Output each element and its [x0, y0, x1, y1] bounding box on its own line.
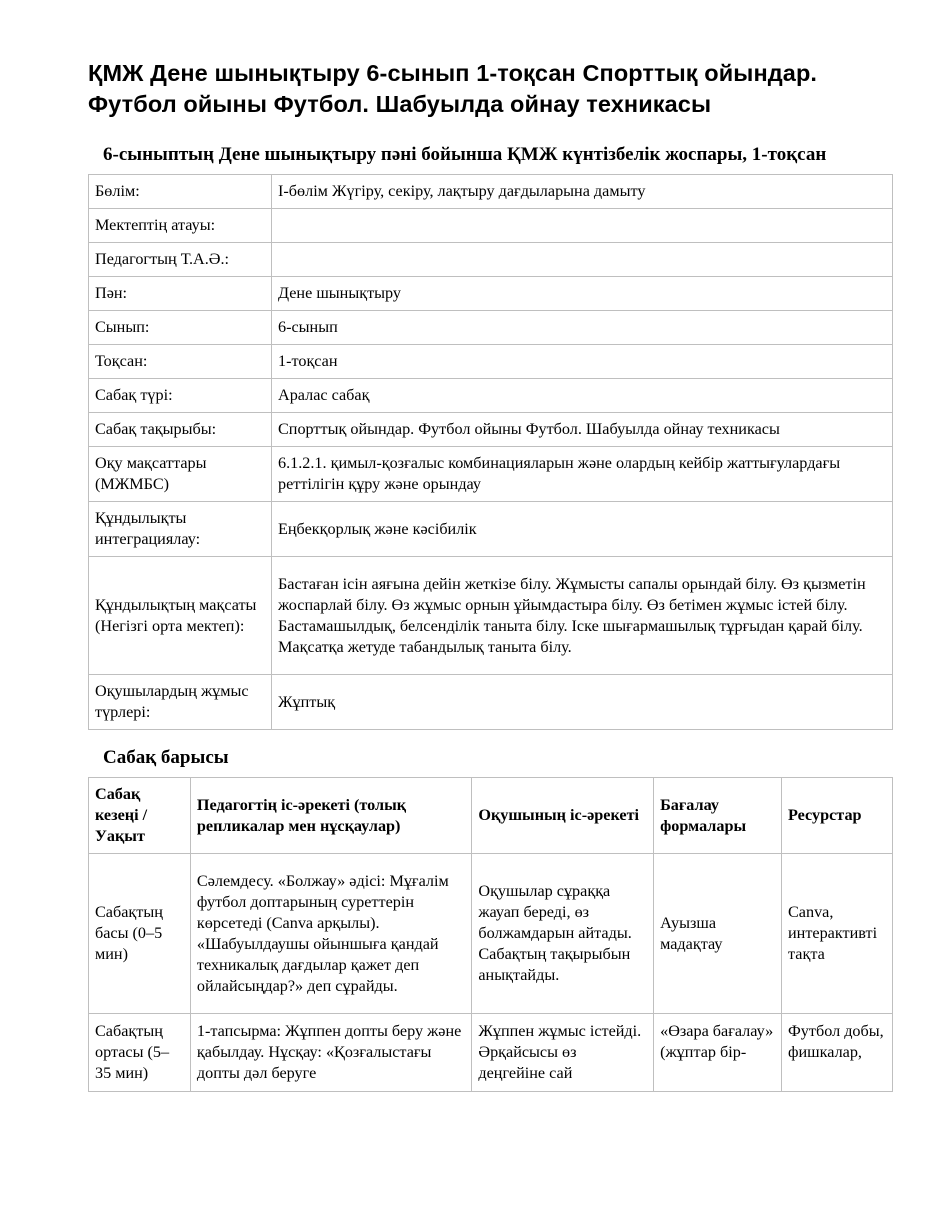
info-label: Сабақ түрі: [89, 379, 272, 413]
assessment-cell: Ауызша мадақтау [654, 854, 782, 1014]
info-value: Дене шынықтыру [272, 277, 893, 311]
column-header-student: Оқушының іс-әрекеті [472, 778, 654, 854]
info-row [89, 209, 893, 243]
info-value [272, 243, 893, 277]
info-value: 6-сынып [272, 311, 893, 345]
info-value: Жұптық [272, 675, 893, 730]
lesson-header-row [89, 778, 893, 854]
column-header-stage: Сабақ кезеңі / Уақыт [89, 778, 191, 854]
info-row [89, 413, 893, 447]
resources-cell: Футбол добы, фишкалар, [782, 1014, 893, 1092]
student-cell: Жұппен жұмыс істейді. Әрқайсысы өз деңгейіне сай [472, 1014, 654, 1092]
info-label: Сабақ тақырыбы: [89, 413, 272, 447]
info-row [89, 379, 893, 413]
info-label: Оқушылардың жұмыс түрлері: [89, 675, 272, 730]
info-value: Бастаған ісін аяғына дейін жеткізе білу. Жұмысты сапалы орындай білу. Өз қызметін жоспарлай білу. Өз жұмыс орнын ұйымдастыра білу. Өз бетімен жұмыс істей білу. Бастамашылдық, белсенділік таныта білу. Іске шығармашылық тұрғыдан қарай білу. Мақсатқа жетуде табандылық таныта білу. [272, 557, 893, 675]
teacher-cell: Сәлемдесу. «Болжау» әдісі: Мұғалім футбол доптарының суреттерін көрсетеді (Canva арқылы). «Шабуылдаушы ойыншыға қандай техникалық дағдылар қажет деп ойлайсыңдар?» деп сұрайды. [190, 854, 471, 1014]
table-row [89, 854, 893, 1014]
info-row [89, 277, 893, 311]
student-cell: Оқушылар сұраққа жауап береді, өз болжамдарын айтады. Сабақтың тақырыбын анықтайды. [472, 854, 654, 1014]
info-label: Құндылықты интеграциялау: [89, 502, 272, 557]
column-header-assessment: Бағалау формалары [654, 778, 782, 854]
assessment-cell: «Өзара бағалау» (жұптар бір- [654, 1014, 782, 1092]
lesson-heading: Сабақ барысы [103, 747, 229, 768]
info-label: Пән: [89, 277, 272, 311]
info-row [89, 175, 893, 209]
info-value: Еңбекқорлық және кәсібилік [272, 502, 893, 557]
stage-cell: Сабақтың ортасы (5–35 мин) [89, 1014, 191, 1092]
info-label: Сынып: [89, 311, 272, 345]
info-row [89, 447, 893, 502]
info-row [89, 557, 893, 675]
info-label: Құндылықтың мақсаты (Негізгі орта мектеп): [89, 557, 272, 675]
resources-cell: Canva, интерактивті тақта [782, 854, 893, 1014]
document-page [88, 58, 893, 1092]
info-label: Оқу мақсаттары (МЖМБС) [89, 447, 272, 502]
teacher-cell: 1-тапсырма: Жұппен допты беру және қабылдау. Нұсқау: «Қозғалыстағы допты дәл беруге [190, 1014, 471, 1092]
info-row [89, 345, 893, 379]
info-value: 1-тоқсан [272, 345, 893, 379]
lesson-flow-table [88, 777, 893, 1092]
info-value [272, 209, 893, 243]
stage-cell: Сабақтың басы (0–5 мин) [89, 854, 191, 1014]
info-row [89, 502, 893, 557]
info-row [89, 311, 893, 345]
plan-heading: 6-сыныптың Дене шынықтыру пәні бойынша ҚМЖ күнтізбелік жоспары, 1-тоқсан [103, 144, 827, 165]
info-value: Аралас сабақ [272, 379, 893, 413]
info-label: Бөлім: [89, 175, 272, 209]
column-header-resources: Ресурстар [782, 778, 893, 854]
lesson-info-table [88, 174, 893, 730]
table-row [89, 1014, 893, 1092]
document-title: ҚМЖ Дене шынықтыру 6-сынып 1-тоқсан Спорттық ойындар. Футбол ойыны Футбол. Шабуылда ойнау техникасы [88, 60, 818, 117]
info-row [89, 243, 893, 277]
info-value: Спорттық ойындар. Футбол ойыны Футбол. Шабуылда ойнау техникасы [272, 413, 893, 447]
info-value: І-бөлім Жүгіру, секіру, лақтыру дағдыларына дамыту [272, 175, 893, 209]
info-label: Мектептің атауы: [89, 209, 272, 243]
info-label: Тоқсан: [89, 345, 272, 379]
info-label: Педагогтың Т.А.Ә.: [89, 243, 272, 277]
column-header-teacher: Педагогтің іс-әрекеті (толық репликалар мен нұсқаулар) [190, 778, 471, 854]
info-value: 6.1.2.1. қимыл-қозғалыс комбинацияларын және олардың кейбір жаттығулардағы реттілігін құру және орындау [272, 447, 893, 502]
info-row [89, 675, 893, 730]
